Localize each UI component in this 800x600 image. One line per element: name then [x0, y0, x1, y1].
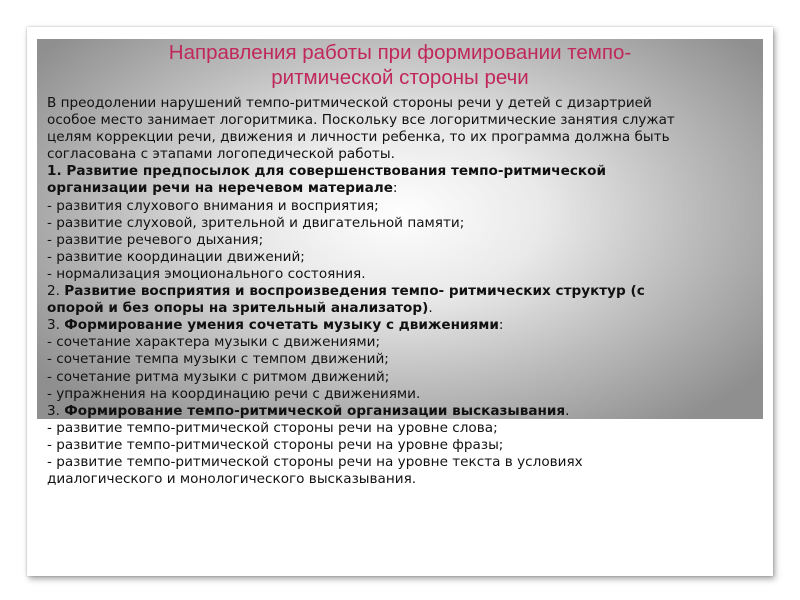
- intro-line: согласована с этапами логопедической работы.: [47, 146, 395, 163]
- section-3a-heading-tail: :: [498, 317, 504, 334]
- section-1-item: - развитие слуховой, зрительной и двигательной памяти;: [47, 214, 465, 231]
- section-2-heading-line-1: Развитие восприятия и воспроизведения темпо- ритмических структур (с: [64, 283, 645, 300]
- section-3a-number: 3.: [47, 317, 65, 334]
- section-3b-heading: [47, 403, 759, 420]
- slide: [27, 27, 773, 576]
- section-2-heading: [47, 283, 759, 300]
- section-2-heading-cont: [47, 300, 759, 317]
- section-3a-heading: [47, 317, 759, 334]
- section-3b-item: диалогического и монологического высказывания.: [47, 471, 417, 488]
- section-2-heading-tail: .: [428, 300, 433, 317]
- section-3a-item: - сочетание характера музыки с движениями;: [47, 334, 381, 351]
- section-3a-item: - сочетание ритма музыки с ритмом движений;: [47, 368, 390, 385]
- section-1-item: - нормализация эмоционального состояния.: [47, 265, 366, 282]
- slide-body: [47, 95, 759, 488]
- section-3a-heading-text: Формирование умения сочетать музыку с движениями: [64, 317, 499, 334]
- section-3b-number: 3.: [47, 402, 65, 419]
- intro-line: В преодолении нарушений темпо-ритмической стороны речи у детей с дизартрией: [47, 95, 652, 111]
- title-line-2: ритмической стороны речи: [271, 66, 529, 89]
- title-line-1: Направления работы при формировании темпо-: [168, 41, 632, 64]
- section-3b-heading-text: Формирование темпо-ритмической организации высказывания: [64, 402, 566, 419]
- section-1-item: - развития слухового внимания и восприятия;: [47, 197, 379, 214]
- section-1-heading-line-2: организации речи на неречевом материале: [47, 180, 393, 197]
- slide-title: [37, 40, 763, 90]
- section-3a-item: - упражнения на координацию речи с движениями.: [47, 385, 421, 402]
- section-1-heading-tail: :: [392, 180, 398, 197]
- section-1-heading-cont: [47, 180, 759, 197]
- section-3b-item: - развитие темпо-ритмической стороны речи на уровне текста в условиях: [47, 453, 583, 470]
- section-3a-item: - сочетание темпа музыки с темпом движений;: [47, 351, 389, 368]
- section-3b-item: - развитие темпо-ритмической стороны речи на уровне слова;: [47, 419, 498, 436]
- section-2-number: 2.: [47, 283, 65, 300]
- intro-line: целям коррекции речи, движения и личности ребенка, то их программа должна быть: [47, 129, 670, 146]
- section-3b-item: - развитие темпо-ритмической стороны речи на уровне фразы;: [47, 436, 504, 453]
- intro-line: особое место занимает логоритмика. Поскольку все логоритмические занятия служат: [47, 112, 675, 129]
- section-1-heading-line-1: 1. Развитие предпосылок для совершенствования темпо-ритмической: [47, 163, 607, 180]
- section-3b-heading-tail: .: [565, 402, 570, 419]
- section-1-heading: [47, 163, 759, 180]
- section-1-item: - развитие координации движений;: [47, 248, 305, 265]
- section-2-heading-line-2: опорой и без опоры на зрительный анализатор): [47, 300, 429, 317]
- section-1-item: - развитие речевого дыхания;: [47, 231, 264, 248]
